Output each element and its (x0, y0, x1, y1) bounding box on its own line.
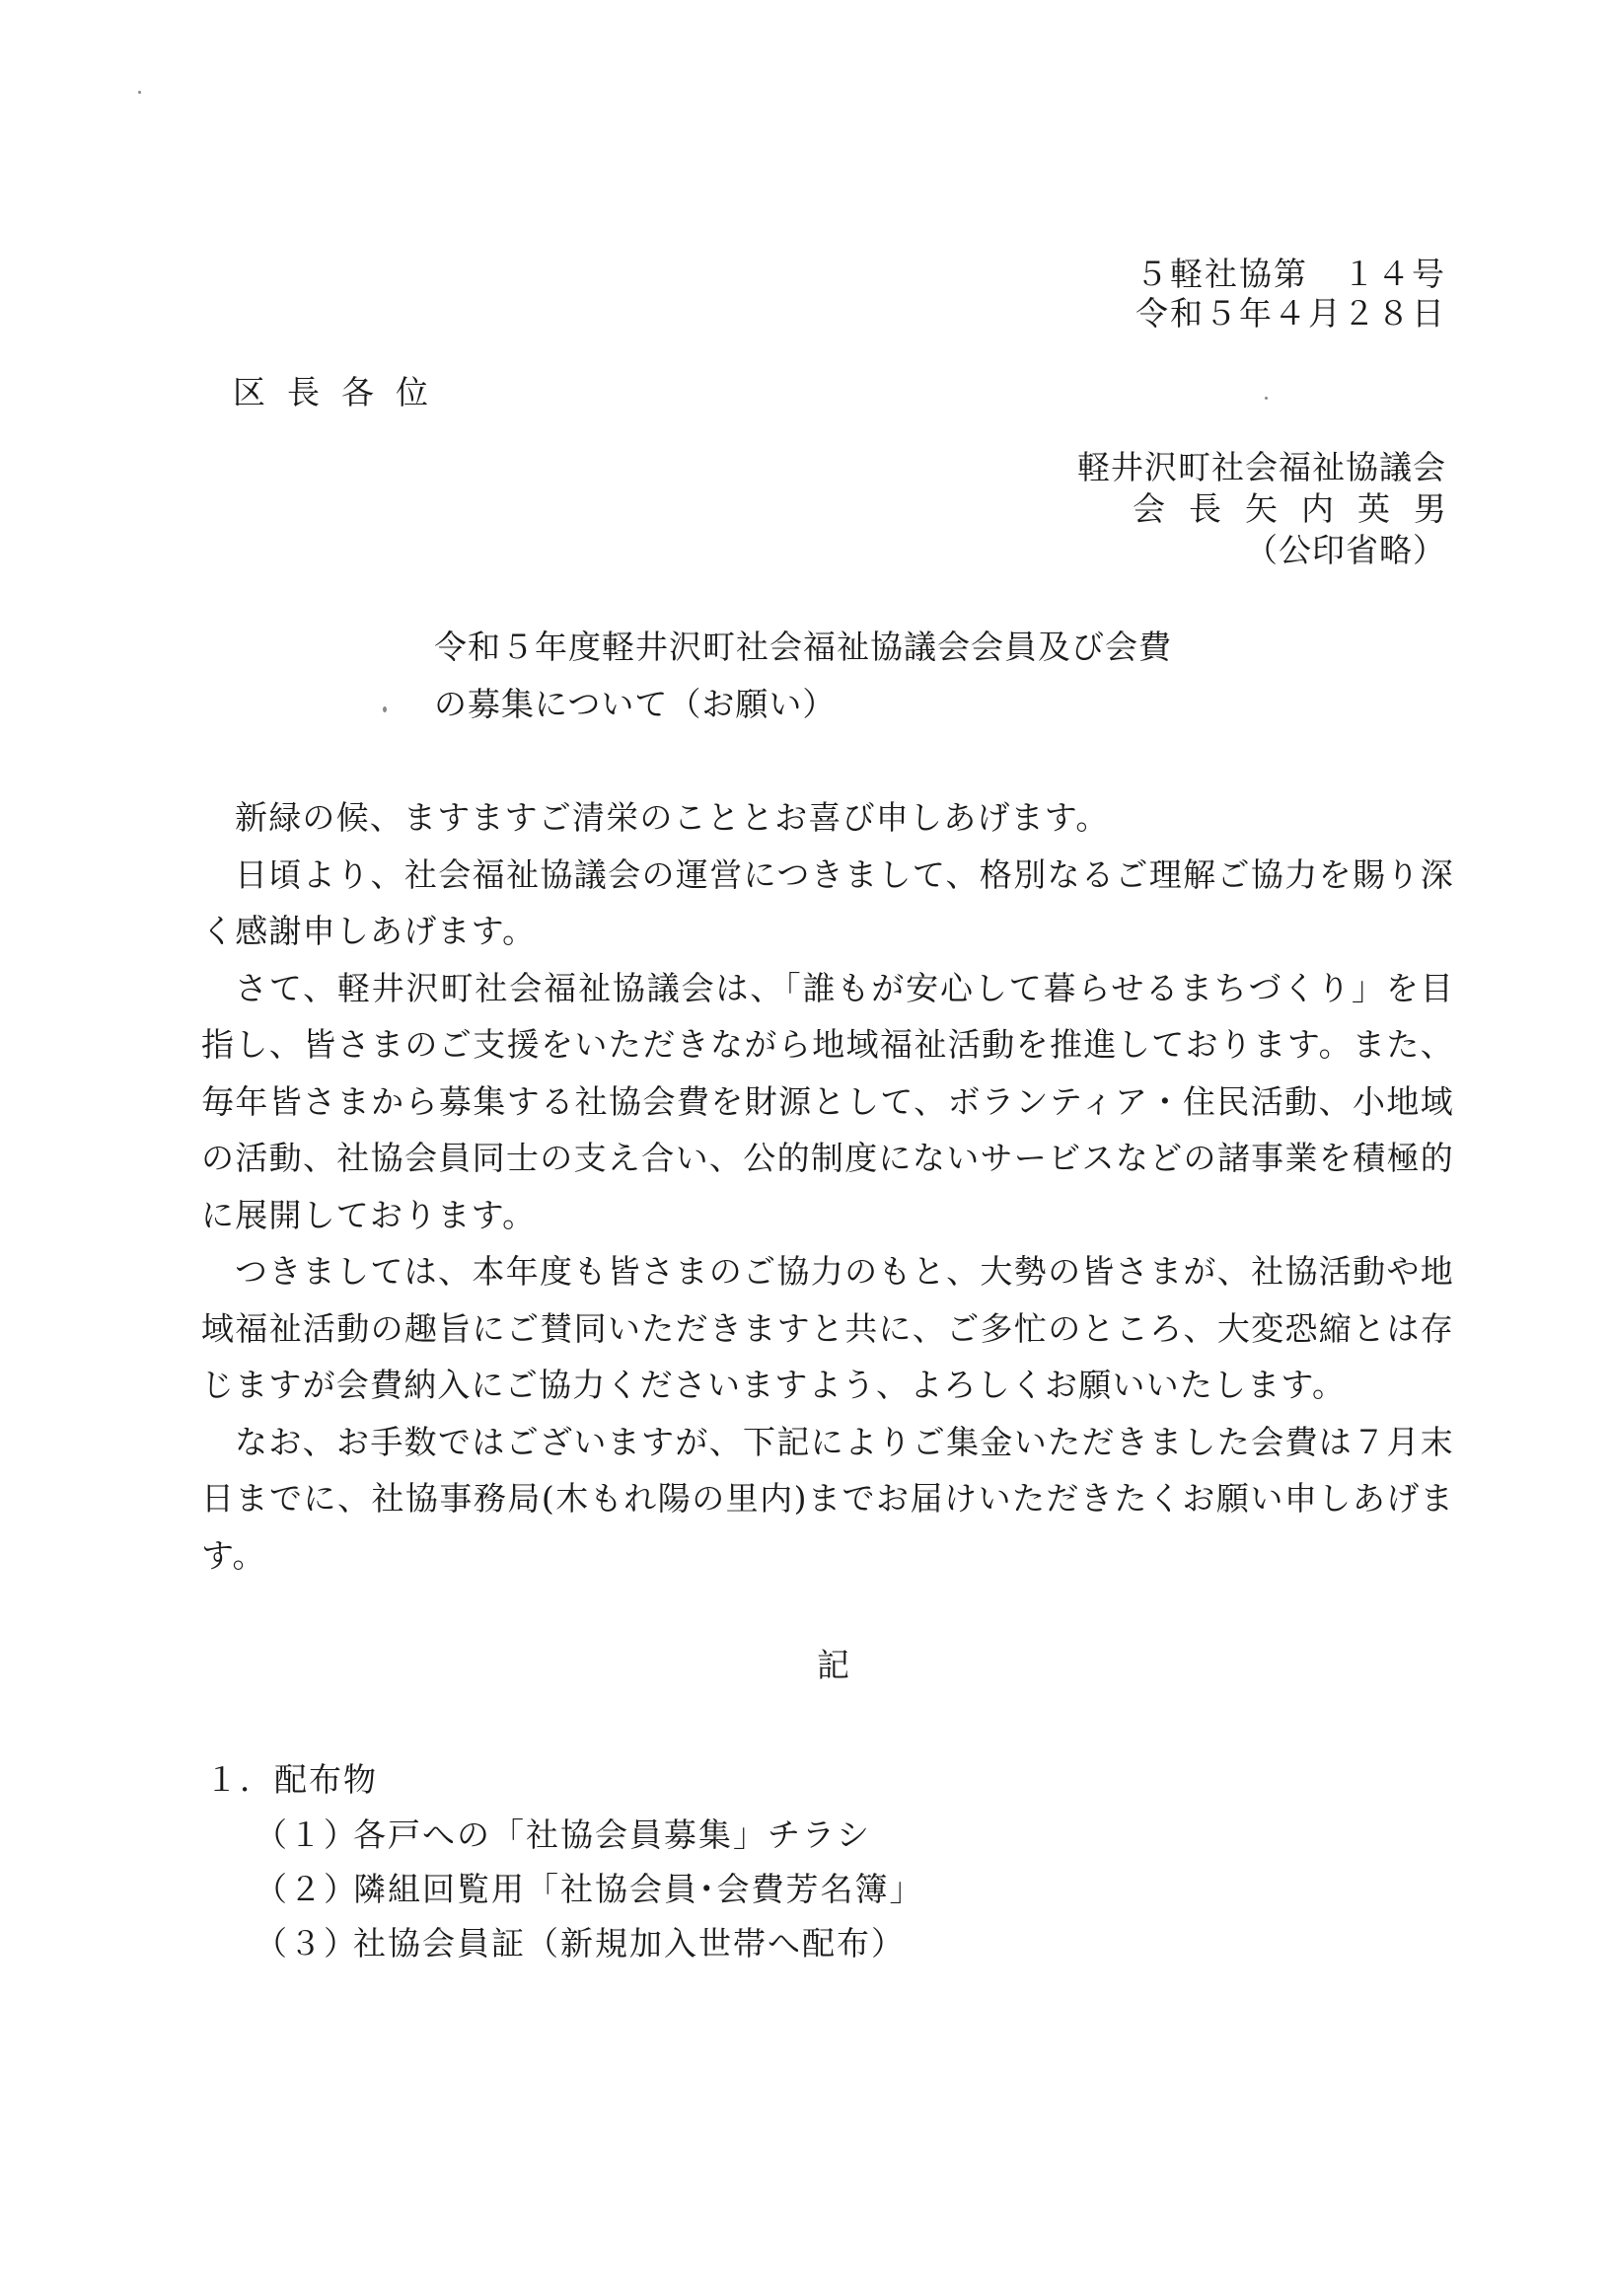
list-item-number: （１） (255, 1815, 358, 1854)
sender-name: 会長矢内英男 (1133, 489, 1470, 528)
body-paragraph: つきましては、本年度も皆さまのご協力のもと、大勢の皆さまが、社協活動や地域福祉活動の趣旨にご賛同いただきますと共に、ご多忙のところ、大変恐縮とは存じますが会費納入にご協力くださいますよう、よろしくお願いいたします。 (201, 1252, 1454, 1404)
body-paragraph: さて、軽井沢町社会福祉協議会は、「誰もが安心して暮らせるまちづくり」を目指し、皆さまのご支援をいただきながら地域福祉活動を推進しております。また、毎年皆さまから募集する社協会費を財源として、ボランティア・住民活動、小地域の活動、社協会員同士の支え合い、公的制度にないサービスなどの諸事業を積極的に展開しております。 (201, 968, 1454, 1234)
list-item-number: （３） (255, 1924, 358, 1963)
scan-speck (138, 91, 141, 94)
list-item (255, 1864, 924, 1910)
letter-body (201, 789, 1454, 1584)
list-item-text: 各戸への「社協会員募集」チラシ (353, 1815, 871, 1854)
list-item (255, 1810, 871, 1856)
seal-omitted-note: （公印省略） (1245, 531, 1446, 569)
list-item-number: （２） (255, 1870, 358, 1908)
body-paragraph: 日頃より、社会福祉協議会の運営につきまして、格別なるご理解ご協力を賜り深く感謝申しあげます。 (201, 854, 1454, 950)
document-date: 令和５年４月２８日 (1135, 294, 1446, 333)
body-paragraph: なお、お手数ではございますが、下記によりご集金いただきました会費は７月末日までに、社協事務局(木もれ陽の里内)までお届けいただきたくお願い申しあげます。 (201, 1422, 1454, 1575)
body-paragraph: 新緑の候、ますますご清栄のこととお喜び申しあげます。 (235, 798, 1110, 837)
addressee: 区長各位 (233, 373, 450, 411)
subject-line-2: の募集について（お願い） (434, 685, 837, 723)
scan-speck (383, 706, 387, 712)
sender-organization: 軽井沢町社会福祉協議会 (1077, 448, 1446, 486)
list-item-text: 隣組回覧用「社協会員･会費芳名簿」 (353, 1870, 924, 1908)
list-item-text: 社協会員証（新規加入世帯へ配布） (353, 1924, 906, 1963)
document-number: ５軽社協第 １４号 (1135, 255, 1446, 293)
scan-speck (1265, 397, 1268, 400)
distribution-title: １．配布物 (205, 1760, 378, 1799)
subject-line-1: 令和５年度軽井沢町社会福祉協議会会員及び会費 (434, 628, 1172, 666)
ki-heading: 記 (817, 1646, 849, 1684)
list-item (255, 1918, 906, 1964)
